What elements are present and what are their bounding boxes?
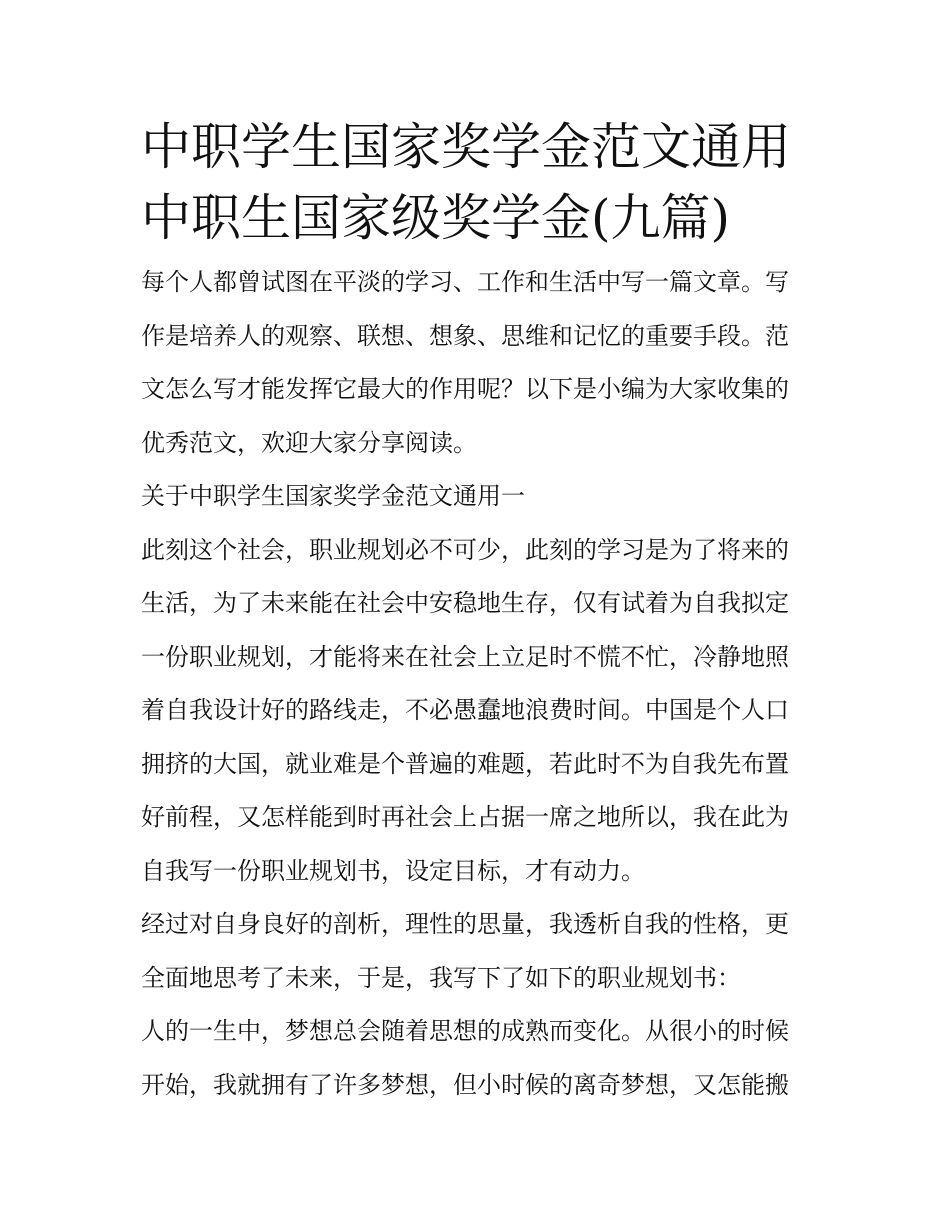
paragraph-2-line-1: 经过对自身良好的剖析，理性的思量，我透析自我的性格，更 bbox=[141, 910, 789, 938]
paragraph-1-line-6: 好前程，又怎样能到时再社会上占据一席之地所以，我在此为 bbox=[141, 803, 789, 831]
document-title bbox=[141, 112, 813, 254]
paragraph-1-line-5: 拥挤的大国，就业难是个普遍的难题，若此时不为自我先布置 bbox=[141, 749, 789, 778]
title-line-1: 中职学生国家奖学金范文通用 bbox=[141, 118, 791, 176]
paragraph-2-line-2: 全面地思考了未来，于是，我写下了如下的职业规划书： bbox=[141, 963, 741, 992]
document-content bbox=[141, 112, 813, 1112]
section-heading: 关于中职学生国家奖学金范文通用一 bbox=[141, 482, 525, 510]
paragraph-1-line-3: 一份职业规划，才能将来在社会上立足时不慌不忙，冷静地照 bbox=[141, 642, 789, 671]
intro-line-3: 文怎么写才能发挥它最大的作用呢？以下是小编为大家收集的 bbox=[141, 375, 789, 403]
paragraph-1 bbox=[141, 524, 813, 899]
paragraph-1-line-7: 自我写一份职业规划书，设定目标，才有动力。 bbox=[141, 856, 645, 885]
paragraph-1-line-4: 着自我设计好的路线走，不必愚蠢地浪费时间。中国是个人口 bbox=[141, 696, 789, 724]
paragraph-3-line-2: 开始，我就拥有了许多梦想，但小时候的离奇梦想，又怎能搬 bbox=[141, 1070, 789, 1099]
paragraph-2 bbox=[141, 898, 813, 1005]
paragraph-3 bbox=[141, 1005, 813, 1112]
paragraph-3-line-1: 人的一生中，梦想总会随着思想的成熟而变化。从很小的时候 bbox=[141, 1017, 789, 1045]
intro-paragraph bbox=[141, 256, 813, 470]
paragraph-1-line-1: 此刻这个社会，职业规划必不可少，此刻的学习是为了将来的 bbox=[141, 535, 789, 564]
paragraph-1-line-2: 生活，为了未来能在社会中安稳地生存，仅有试着为自我拟定 bbox=[141, 589, 789, 617]
intro-line-2: 作是培养人的观察、联想、想象、思维和记忆的重要手段。范 bbox=[141, 321, 789, 350]
intro-line-1: 每个人都曾试图在平淡的学习、工作和生活中写一篇文章。写 bbox=[141, 268, 789, 296]
title-line-2: 中职生国家级奖学金(九篇) bbox=[141, 189, 731, 247]
intro-line-4: 优秀范文，欢迎大家分享阅读。 bbox=[141, 428, 477, 457]
